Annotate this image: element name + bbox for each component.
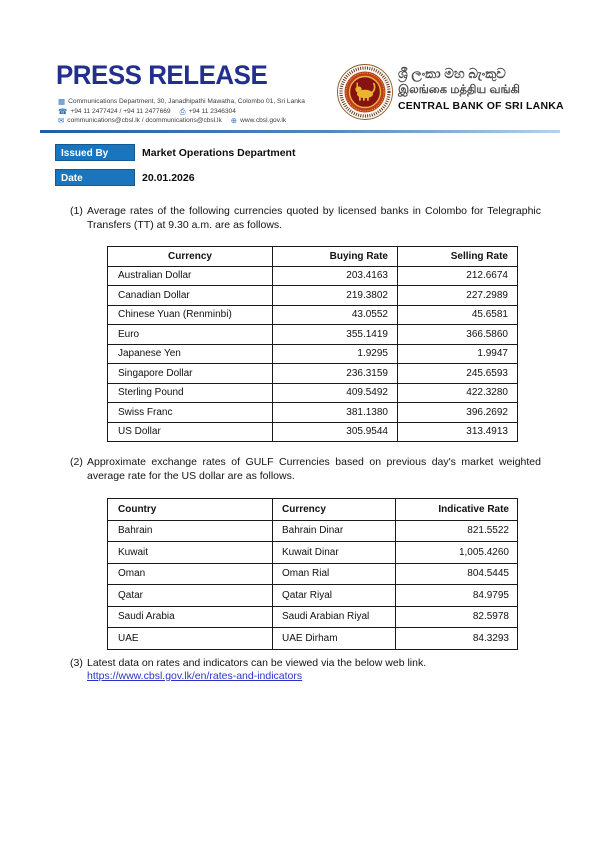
- table-cell: 84.3293: [396, 628, 518, 650]
- table-cell: 313.4913: [398, 422, 518, 442]
- header-divider: [40, 130, 560, 133]
- table-cell: 227.2989: [398, 286, 518, 306]
- table-row: [108, 628, 518, 650]
- table-cell: 804.5445: [396, 563, 518, 585]
- phone-numbers: +94 11 2477424 / +94 11 2477669: [70, 107, 171, 115]
- table-cell: 821.5522: [396, 520, 518, 542]
- table-row: [108, 606, 518, 628]
- table-row: [108, 325, 518, 345]
- phone-row: [58, 107, 305, 117]
- date-label: Date: [55, 169, 135, 186]
- table-header-row: [108, 247, 518, 267]
- issued-by-label: Issued By: [55, 144, 135, 161]
- paragraph-1: [70, 204, 541, 232]
- table-row: [108, 585, 518, 607]
- table-row: [108, 286, 518, 306]
- paragraph-3-text: Latest data on rates and indicators can be viewed via the below web link.: [87, 657, 427, 669]
- table-cell: Euro: [108, 325, 273, 345]
- date-row: [55, 169, 195, 188]
- address-text: Communications Department, 30, Janadhipathi Mawatha, Colombo 01, Sri Lanka: [68, 98, 305, 105]
- phone-icon: ☎: [58, 106, 68, 116]
- table-cell: Chinese Yuan (Renminbi): [108, 305, 273, 325]
- paragraph-2-text: Approximate exchange rates of GULF Currencies based on previous day's market weighted average rate for the US dollar are as follows.: [87, 456, 541, 482]
- paragraph-1-number: (1): [70, 205, 83, 217]
- table-cell: Kuwait Dinar: [273, 542, 396, 564]
- website-text: www.cbsl.gov.lk: [240, 117, 287, 125]
- table-cell: 422.3280: [398, 383, 518, 403]
- table-cell: Canadian Dollar: [108, 286, 273, 306]
- table-cell: 43.0552: [273, 305, 398, 325]
- address-row: [58, 97, 305, 107]
- table-row: [108, 563, 518, 585]
- email-icon: ✉: [58, 116, 65, 126]
- globe-icon: ⊕: [230, 116, 238, 126]
- table-cell: 236.3159: [273, 364, 398, 384]
- table-cell: 355.1419: [273, 325, 398, 345]
- table-cell: Saudi Arabian Riyal: [273, 606, 396, 628]
- date-value: 20.01.2026: [142, 172, 195, 184]
- table-cell: UAE Dirham: [273, 628, 396, 650]
- table-cell: 82.5978: [396, 606, 518, 628]
- column-header-buying-rate: Buying Rate: [273, 247, 398, 267]
- issued-by-row: [55, 144, 295, 163]
- table-row: [108, 266, 518, 286]
- table-cell: 1,005.4260: [396, 542, 518, 564]
- table-cell: 409.5492: [273, 383, 398, 403]
- paragraph-3: [70, 656, 541, 670]
- table-cell: 84.9795: [396, 585, 518, 607]
- table-cell: 245.6593: [398, 364, 518, 384]
- table-cell: 212.6674: [398, 266, 518, 286]
- central-bank-seal-icon: [336, 63, 394, 121]
- table-cell: Qatar: [108, 585, 273, 607]
- table-header-row: [108, 499, 518, 521]
- table-cell: 219.3802: [273, 286, 398, 306]
- table-cell: Swiss Franc: [108, 403, 273, 423]
- table-row: [108, 305, 518, 325]
- paragraph-2: [70, 455, 541, 483]
- table-cell: Bahrain: [108, 520, 273, 542]
- email-row: [58, 116, 305, 126]
- table-cell: 45.6581: [398, 305, 518, 325]
- email-addresses: communications@cbsl.lk / dcommunications@cbsl.lk: [67, 117, 222, 125]
- table-cell: 305.9544: [273, 422, 398, 442]
- table-cell: 381.1380: [273, 403, 398, 423]
- table-cell: Australian Dollar: [108, 266, 273, 286]
- table-row: [108, 403, 518, 423]
- table-row: [108, 422, 518, 442]
- bank-name-english: CENTRAL BANK OF SRI LANKA: [398, 100, 564, 112]
- column-header-selling-rate: Selling Rate: [398, 247, 518, 267]
- table-cell: 1.9295: [273, 344, 398, 364]
- table-cell: Oman: [108, 563, 273, 585]
- table-cell: UAE: [108, 628, 273, 650]
- page-title: PRESS RELEASE: [56, 60, 268, 90]
- table-row: [108, 364, 518, 384]
- table-cell: 203.4163: [273, 266, 398, 286]
- column-header-country: Country: [108, 499, 273, 521]
- table-cell: US Dollar: [108, 422, 273, 442]
- table-cell: Saudi Arabia: [108, 606, 273, 628]
- bank-name-block: [398, 67, 564, 112]
- exchange-rates-table: [107, 246, 518, 442]
- paragraph-1-text: Average rates of the following currencies quoted by licensed banks in Colombo for Telegraphic Transfers (TT) at 9.30 a.m. are as follows.: [87, 205, 541, 231]
- bank-name-tamil: இலங்கை மத்திய வங்கி: [398, 83, 520, 96]
- table-cell: Japanese Yen: [108, 344, 273, 364]
- column-header-currency: Currency: [273, 499, 396, 521]
- table-cell: Bahrain Dinar: [273, 520, 396, 542]
- issued-by-value: Market Operations Department: [142, 147, 296, 159]
- contact-block: [58, 97, 305, 126]
- table-cell: Kuwait: [108, 542, 273, 564]
- table-cell: Oman Rial: [273, 563, 396, 585]
- table-row: [108, 542, 518, 564]
- table-cell: Singapore Dollar: [108, 364, 273, 384]
- table-row: [108, 520, 518, 542]
- rates-indicators-link[interactable]: https://www.cbsl.gov.lk/en/rates-and-indicators: [87, 670, 303, 682]
- paragraph-3-number: (3): [70, 657, 83, 669]
- building-icon: ▦: [58, 97, 66, 107]
- column-header-currency: Currency: [108, 247, 273, 267]
- column-header-indicative-rate: Indicative Rate: [396, 499, 518, 521]
- table-row: [108, 344, 518, 364]
- fax-number: +94 11 2346304: [188, 107, 236, 115]
- table-row: [108, 383, 518, 403]
- table-cell: 1.9947: [398, 344, 518, 364]
- table-cell: 396.2692: [398, 403, 518, 423]
- bank-name-sinhala: ශ්‍රී ලංකා මහ බැංකුව: [398, 66, 506, 81]
- table-cell: Sterling Pound: [108, 383, 273, 403]
- paragraph-2-number: (2): [70, 456, 83, 468]
- gulf-rates-table: [107, 498, 518, 650]
- table-cell: 366.5860: [398, 325, 518, 345]
- table-cell: Qatar Riyal: [273, 585, 396, 607]
- fax-icon: ⎙: [179, 106, 186, 116]
